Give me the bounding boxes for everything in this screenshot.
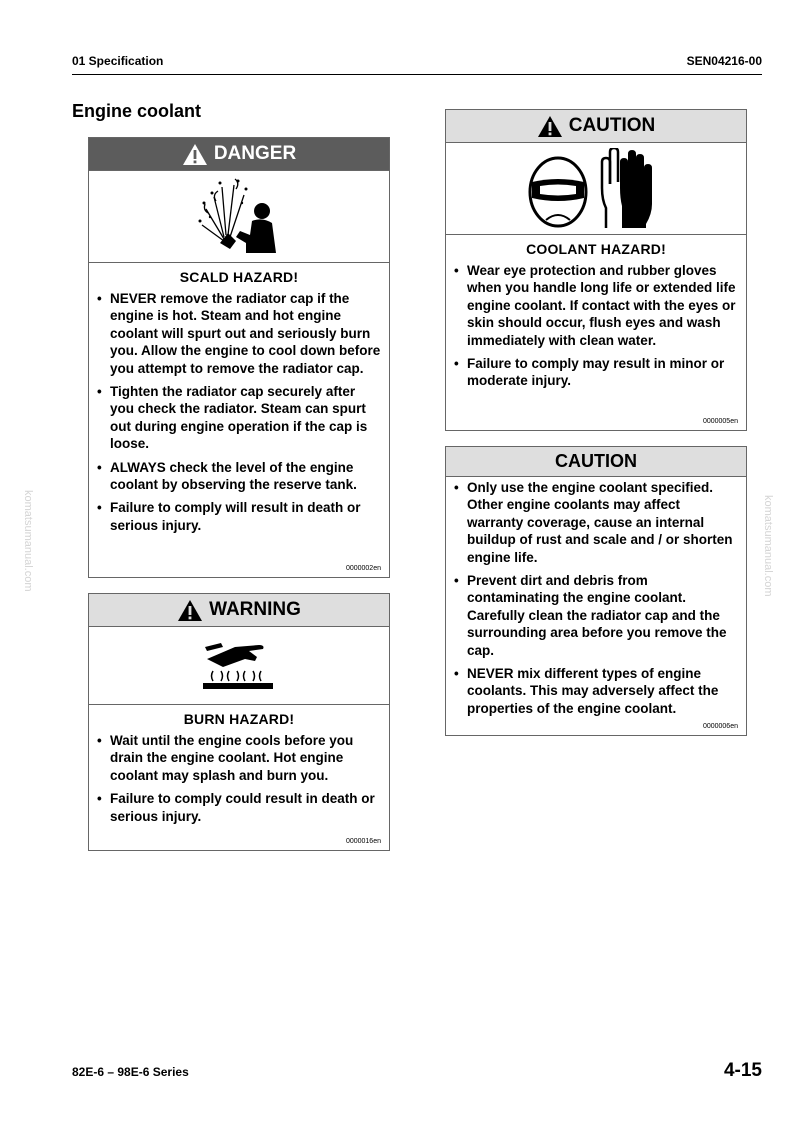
warning-band (89, 594, 389, 627)
list-item: • Prevent dirt and debris from contaminating the engine coolant. Carefully clean the radiator cap and the surrounding area before you remove the cap. (454, 572, 738, 659)
caution-band (446, 447, 746, 477)
danger-hazard-title: SCALD HAZARD! (179, 269, 299, 285)
list-item: • Failure to comply could result in death or serious injury. (97, 790, 381, 825)
caution-signal-word: CAUTION (555, 451, 637, 471)
list-item: • Only use the engine coolant specified. Other engine coolants may affect warranty coverage, cause an internal buildup of rust and scale and / or shorten engine life. (454, 479, 738, 566)
list-item: • ALWAYS check the level of the engine coolant by observing the reserve tank. (97, 459, 381, 494)
caution-signal-word: CAUTION (568, 115, 656, 136)
warning-triangle-icon (537, 115, 563, 138)
caution-hazard-title: COOLANT HAZARD! (526, 241, 666, 257)
caution-code: 0000005en (702, 418, 738, 425)
danger-code: 0000002en (345, 565, 381, 572)
caution-pictogram (446, 143, 746, 235)
caution-box-coolant-spec (445, 446, 747, 736)
page-title: Engine coolant (72, 101, 202, 121)
danger-pictogram (89, 171, 389, 263)
watermark-right: komatsumanual.com (762, 495, 774, 597)
danger-band (89, 138, 389, 171)
list-item: • Wait until the engine cools before you drain the engine coolant. Hot engine coolant may splash and burn you. (97, 732, 381, 784)
list-item: • NEVER remove the radiator cap if the engine is hot. Steam and hot engine coolant will spurt out and seriously burn you. Allow the engine to cool down before you attempt to remove the radiator cap. (97, 290, 381, 377)
warning-signal-word: WARNING (209, 599, 301, 620)
danger-bullet-list (89, 290, 389, 534)
danger-box (88, 137, 390, 578)
hot-surface-hand-icon (201, 639, 277, 693)
header-section: 01 Specification (72, 54, 164, 68)
warning-code: 0000016en (345, 838, 381, 845)
list-item: • Failure to comply may result in minor or moderate injury. (454, 355, 738, 390)
caution-bullet-list (446, 479, 746, 717)
warning-triangle-icon (177, 599, 203, 622)
list-item: • Tighten the radiator cap securely after you check the radiator. Steam can spurt out during engine operation if the cap is loose. (97, 383, 381, 453)
warning-triangle-icon (182, 143, 208, 166)
caution-box-coolant-hazard (445, 109, 747, 431)
caution-bullet-list (446, 262, 746, 390)
watermark-left: komatsumanual.com (22, 490, 34, 592)
caution-band (446, 110, 746, 143)
list-item: • Failure to comply will result in death or serious injury. (97, 499, 381, 534)
goggles-gloves-icon (526, 148, 666, 230)
danger-signal-word: DANGER (213, 143, 297, 164)
list-item: • Wear eye protection and rubber gloves when you handle long life or extended life engine coolant. If contact with the eyes or skin should occur, flush eyes and wash immediately with clean water. (454, 262, 738, 349)
header-rule (72, 74, 762, 75)
scald-spray-icon (194, 177, 284, 257)
list-item: • NEVER mix different types of engine coolants. This may adversely affect the properties of the engine coolant. (454, 665, 738, 717)
warning-pictogram (89, 627, 389, 705)
warning-box (88, 593, 390, 851)
warning-bullet-list (89, 732, 389, 825)
footer-page-number: 4-15 (723, 1060, 762, 1081)
footer-series: 82E-6 – 98E-6 Series (72, 1065, 189, 1079)
caution-code: 0000006en (702, 723, 738, 730)
header-doc-code: SEN04216-00 (686, 54, 762, 68)
warning-hazard-title: BURN HAZARD! (183, 711, 295, 727)
